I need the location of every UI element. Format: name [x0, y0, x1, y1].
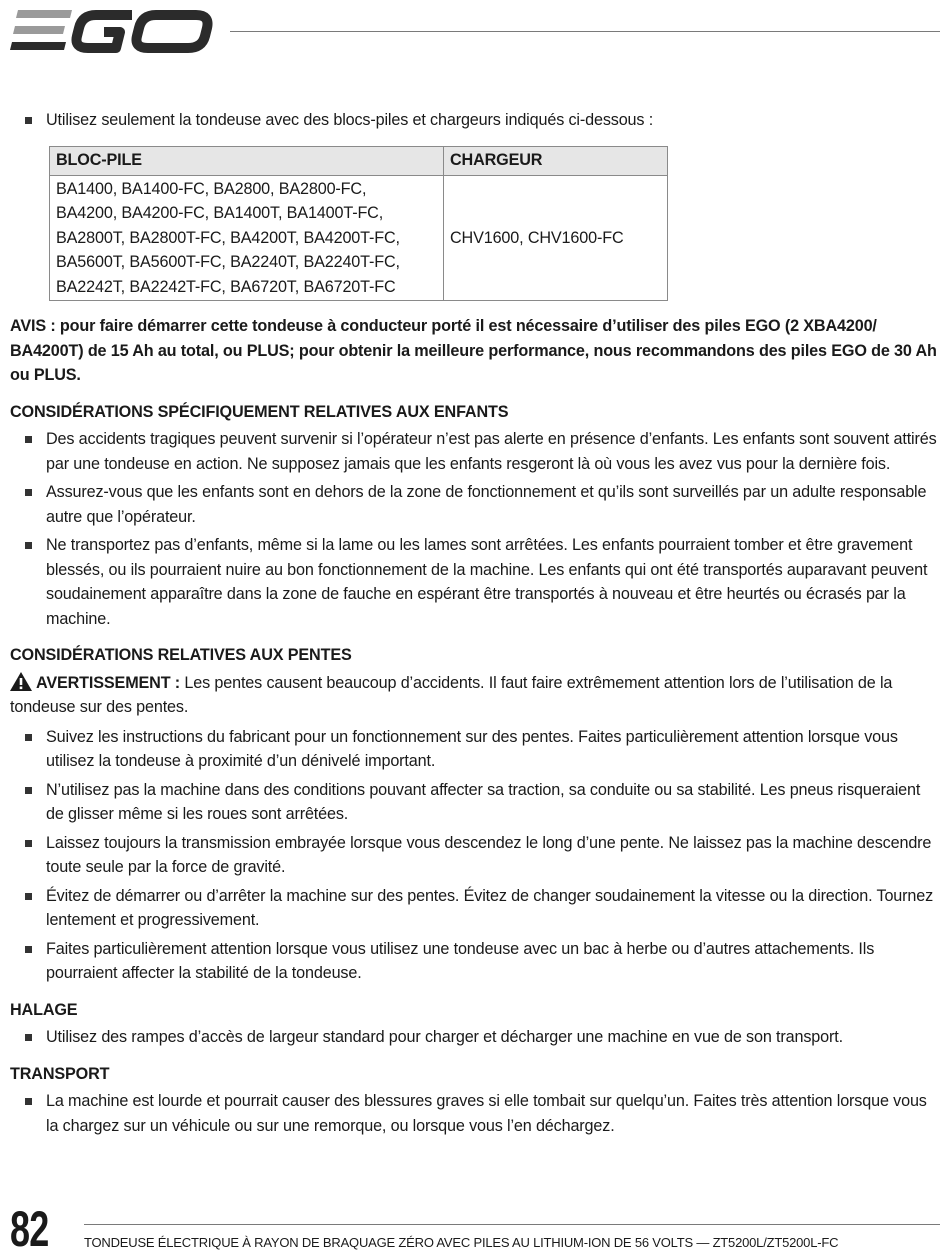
compatibility-table-wrapper	[49, 146, 938, 302]
compatibility-table	[49, 146, 668, 302]
battery-line: BA2800T, BA2800T-FC, BA4200T, BA4200T-FC,	[56, 228, 400, 247]
intro-bullet: Utilisez seulement la tondeuse avec des blocs-piles et chargeurs indiqués ci-dessous :	[10, 108, 938, 133]
notice-paragraph: AVIS : pour faire démarrer cette tondeuse à conducteur porté il est nécessaire d’utiliser des piles EGO (2 XBA4200/ BA4200T) de 15 Ah au total, ou PLUS; pour obtenir la meilleure performance, nous recommandons des piles EGO de 30 Ah ou PLUS.	[10, 317, 937, 384]
list-item: Assurez-vous que les enfants sont en dehors de la zone de fonctionnement et qu’ils sont surveillés par un adulte responsable autre que l’opérateur.	[10, 480, 938, 529]
footer-title: TONDEUSE ÉLECTRIQUE À RAYON DE BRAQUAGE ZÉRO AVEC PILES AU LITHIUM-ION DE 56 VOLTS — ZT5200L/ZT5200L-FC	[84, 1235, 839, 1250]
page-content	[10, 108, 938, 1138]
list-item: La machine est lourde et pourrait causer des blessures graves si elle tombait sur quelqu’un. Faites très attention lorsque vous la chargez sur un véhicule ou sur une remorque, ou lorsque vous l’en déchargez.	[10, 1089, 938, 1138]
section-title-children: CONSIDÉRATIONS SPÉCIFIQUEMENT RELATIVES AUX ENFANTS	[10, 402, 509, 421]
list-item: Faites particulièrement attention lorsque vous utilisez une tondeuse avec un bac à herbe ou d’autres attachements. Ils pourraient affecter la stabilité de la tondeuse.	[10, 937, 938, 986]
list-item: Suivez les instructions du fabricant pour un fonctionnement sur des pentes. Faites particulièrement attention lorsque vous utilisez la tondeuse à proximité d’un dénivelé important.	[10, 725, 938, 774]
page-footer	[0, 1195, 950, 1260]
warning-label: AVERTISSEMENT :	[36, 673, 181, 692]
page-number: 82	[10, 1201, 49, 1257]
section-title-slopes: CONSIDÉRATIONS RELATIVES AUX PENTES	[10, 646, 352, 664]
header-rule	[230, 31, 940, 32]
column-header-charger: CHARGEUR	[444, 146, 668, 175]
footer-rule	[84, 1224, 940, 1225]
charger-cell: CHV1600, CHV1600-FC	[444, 175, 668, 301]
warning-triangle-icon	[10, 672, 32, 691]
logo-go-letters	[76, 15, 207, 48]
slopes-warning	[10, 671, 938, 720]
page-header	[0, 0, 950, 60]
list-item: N’utilisez pas la machine dans des conditions pouvant affecter sa traction, sa conduite ou sa stabilité. Les pneus risqueraient de glisser même si les roues sont arrêtées.	[10, 778, 938, 827]
list-item: Évitez de démarrer ou d’arrêter la machine sur des pentes. Évitez de changer soudainement la vitesse ou la direction. Tournez lentement et progressivement.	[10, 884, 938, 933]
battery-line: BA1400, BA1400-FC, BA2800, BA2800-FC,	[56, 179, 367, 198]
table-header-row	[50, 146, 668, 175]
list-item: Des accidents tragiques peuvent survenir si l’opérateur n’est pas alerte en présence d’enfants. Les enfants sont souvent attirés par une tondeuse en action. Ne supposez jamais que les enfants resgeront là où vous les avez vus pour la dernière fois.	[10, 427, 938, 476]
ego-logo	[10, 8, 215, 54]
logo-e-stripes	[10, 10, 72, 50]
table-row	[50, 175, 668, 301]
list-item: Utilisez des rampes d’accès de largeur standard pour charger et décharger une machine en vue de son transport.	[10, 1025, 938, 1050]
list-item: Laissez toujours la transmission embrayée lorsque vous descendez le long d’une pente. Ne laissez pas la machine descendre toute seule par la force de gravité.	[10, 831, 938, 880]
battery-line: BA2242T, BA2242T-FC, BA6720T, BA6720T-FC	[56, 277, 396, 296]
list-item: Ne transportez pas d’enfants, même si la lame ou les lames sont arrêtées. Les enfants pourraient tomber et être gravement blessés, ou ils pourraient nuire au bon fonctionnement de la machine. Les enfants qui ont été transportés auparavant peuvent soudainement apparaître dans la zone de fauche en espérant être transportés à nouveau et être heurtés ou écrasés par la machine.	[10, 533, 938, 631]
column-header-battery: BLOC-PILE	[50, 146, 444, 175]
battery-line: BA4200, BA4200-FC, BA1400T, BA1400T-FC,	[56, 204, 384, 222]
section-title-towing: HALAGE	[10, 1000, 78, 1019]
section-title-transport: TRANSPORT	[10, 1064, 110, 1083]
battery-line: BA5600T, BA5600T-FC, BA2240T, BA2240T-FC,	[56, 253, 400, 271]
battery-list-cell	[50, 175, 444, 301]
warning-text: Les pentes causent beaucoup d’accidents. Il faut faire extrêmement attention lors de l’utilisation de la tondeuse sur des pentes.	[10, 673, 893, 716]
